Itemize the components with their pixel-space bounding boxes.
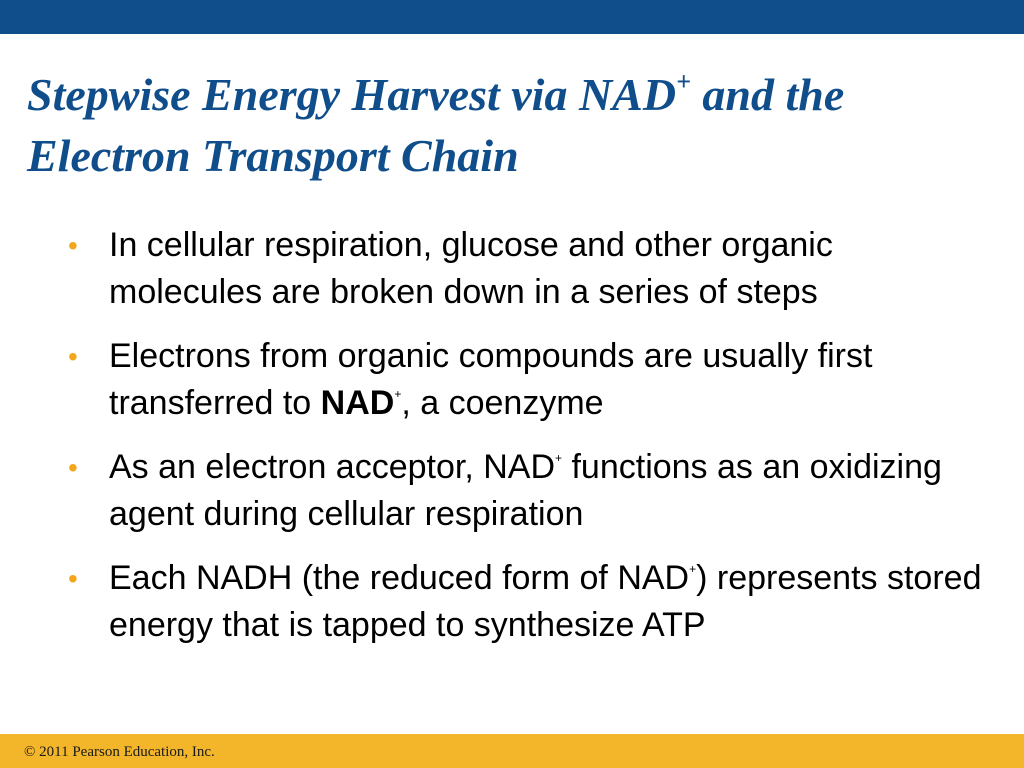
bullet-text: In cellular respiration, glucose and other organic molecules are broken down in a series of steps xyxy=(109,226,833,311)
title-line1-text: Stepwise Energy Harvest via NAD xyxy=(27,69,677,120)
title-superscript-plus: + xyxy=(676,67,691,96)
bullet-marker-icon: • xyxy=(68,563,78,594)
bullet-bold-term: NAD xyxy=(320,384,395,422)
bullet-superscript-plus: + xyxy=(394,387,402,401)
slide-title xyxy=(27,64,1007,186)
bullet-marker-icon: • xyxy=(68,341,78,372)
bullet-item-3 xyxy=(68,444,988,538)
bullet-text-end: , a coenzyme xyxy=(401,384,604,422)
bullet-item-4 xyxy=(68,555,988,649)
bullet-list xyxy=(68,222,988,666)
bullet-marker-icon: • xyxy=(68,230,78,261)
title-line1-end: and the xyxy=(690,69,845,120)
bullet-text: As an electron acceptor, NAD xyxy=(109,448,556,486)
bullet-text: Electrons from organic compounds are usually first transferred to xyxy=(109,337,873,422)
bullet-superscript-plus: + xyxy=(555,451,563,465)
bullet-item-2 xyxy=(68,333,988,427)
bullet-text-end: ) represents stored energy that is tapped to synthesize ATP xyxy=(109,559,982,644)
copyright-notice: © 2011 Pearson Education, Inc. xyxy=(24,744,215,760)
bullet-marker-icon: • xyxy=(68,452,78,483)
bullet-item-1 xyxy=(68,222,988,316)
top-banner-bar xyxy=(0,0,1024,34)
title-line2-text: Electron Transport Chain xyxy=(27,130,519,181)
bullet-text: Each NADH (the reduced form of NAD xyxy=(109,559,690,597)
bullet-superscript-plus: + xyxy=(689,562,697,576)
bullet-text-end: functions as an oxidizing agent during cellular respiration xyxy=(109,448,942,533)
